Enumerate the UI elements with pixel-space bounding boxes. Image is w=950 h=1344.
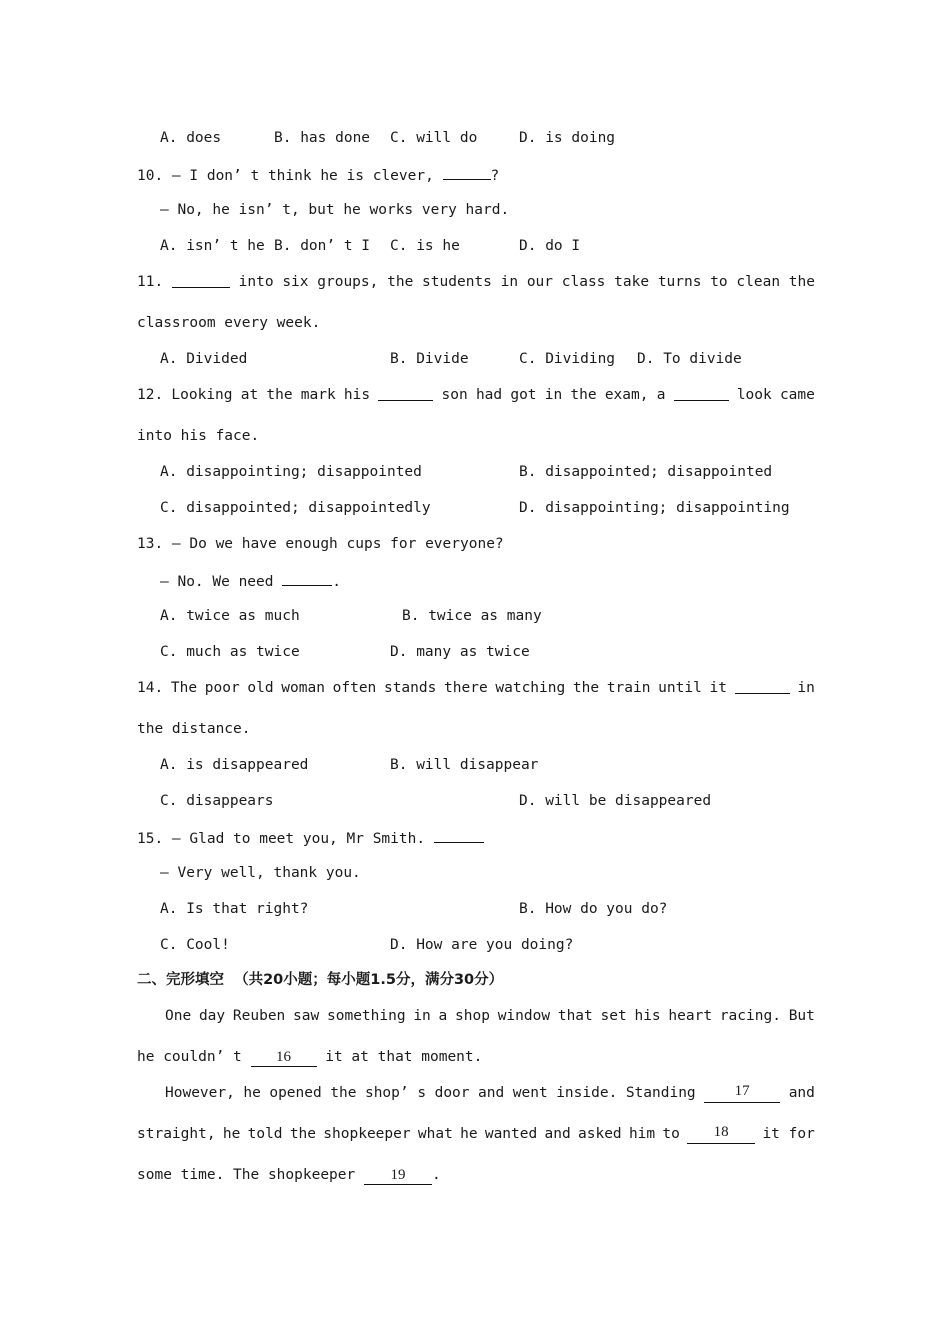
q12-word: the [266,387,293,403]
q13-stem: 13. — Do we have enough cups for everyone? [137,536,504,552]
q15-stem [137,827,484,849]
q10-stem [137,164,499,186]
q12-word: exam, [604,387,649,403]
q14-stem-line2: the distance. [137,721,251,737]
q10-option-c: C. is he [390,238,460,254]
q10-option-b: B. don’ t I [274,238,371,254]
q9-option-a: A. does [160,130,222,146]
passage-p1-line1 [165,1006,815,1026]
passage-word: a [438,1008,448,1024]
q14-word: train [606,680,651,696]
passage-word: his [634,1008,661,1024]
passage-word: shop [455,1008,490,1024]
q12-option-c: C. disappointed; disappointedly [160,500,431,516]
q12-word: a [656,387,666,403]
passage-word: day [198,1008,226,1024]
q13-reply-end: . [332,574,341,590]
q14-word: until [658,680,702,696]
passage-p2-line1 [165,1083,815,1103]
q11-word: take [614,274,650,290]
q10-option-d: D. do I [519,238,581,254]
q14-number: 14. [137,680,164,696]
passage-word: One [165,1008,192,1024]
q12-option-a: A. disappointing; disappointed [160,464,422,480]
q14-option-c: C. disappears [160,793,274,809]
passage-word: set [600,1008,627,1024]
q15-option-b: B. How do you do? [519,901,668,917]
q15-blank [434,827,484,843]
cloze-blank-18: 18 [687,1124,755,1144]
q12-word: came [779,387,815,403]
q14-word: often [332,680,377,696]
passage-word: window [497,1008,551,1024]
q11-blank [172,272,230,288]
passage-word: told [247,1126,283,1142]
q12-word: in [544,387,563,403]
q12-word: had [475,387,503,403]
q14-option-b: B. will disappear [390,757,539,773]
passage-word: But [788,1008,815,1024]
q14-blank [735,678,790,694]
q12-word: son [441,387,468,403]
q11-word: into [238,274,274,290]
passage-word: the [289,1126,317,1142]
passage-word: Standing [625,1085,696,1101]
passage-word: asked [578,1126,622,1142]
q12-word: mark [300,387,336,403]
q12-word: got [510,387,537,403]
q11-word: the [788,274,815,290]
q13-option-d: D. many as twice [390,644,530,660]
passage-text: it at that moment. [316,1049,483,1065]
q14-word: the [572,680,600,696]
passage-word: the [330,1085,357,1101]
q11-word: clean [736,274,781,290]
q14-word: woman [281,680,325,696]
q14-word: The [170,680,198,696]
passage-word: straight, [137,1126,216,1142]
passage-word: he [222,1126,241,1142]
q11-option-d: D. To divide [637,351,742,367]
q11-word: class [561,274,606,290]
q15-reply: — Very well, thank you. [160,865,361,881]
q13-option-b: B. twice as many [402,608,542,624]
q12-number: 12. [137,387,164,403]
q14-word: in [797,680,815,696]
cloze-blank-17: 17 [704,1083,780,1103]
passage-word: and [544,1126,571,1142]
q12-blank-1 [378,385,433,401]
passage-word: inside. [556,1085,618,1101]
q12-word: his [343,387,371,403]
passage-word: him [628,1126,656,1142]
q15-option-c: C. Cool! [160,937,230,953]
passage-word: shop’ s [364,1085,427,1101]
q11-stem-line2: classroom every week. [137,315,321,331]
passage-p2-line3 [137,1165,441,1185]
passage-word: in [413,1008,431,1024]
passage-word: door [434,1085,470,1101]
passage-text: he couldn’ t [137,1049,251,1065]
q10-stem-text: 10. — I don’ t think he is clever, [137,168,443,184]
q12-word: Looking [171,387,233,403]
q15-stem-text: 15. — Glad to meet you, Mr Smith. [137,831,434,847]
cloze-blank-19: 19 [364,1167,432,1185]
q14-stem [137,678,815,698]
passage-word: opened [269,1085,322,1101]
q9-option-b: B. has done [274,130,371,146]
q12-word: at [240,387,259,403]
q13-blank [282,570,332,586]
q15-option-d: D. How are you doing? [390,937,574,953]
q11-word: groups, [317,274,379,290]
passage-word: and [478,1085,505,1101]
q15-option-a: A. Is that right? [160,901,309,917]
passage-word: he [460,1126,478,1142]
q11-number: 11. [137,274,164,290]
q14-word: old [247,680,274,696]
passage-word: that [557,1008,593,1024]
q11-word: to [710,274,728,290]
q11-word: turns [657,274,702,290]
section-heading-cloze: 二、完形填空 （共20小题；每小题1.5分，满分30分） [137,972,504,988]
q14-word: stands [383,680,437,696]
passage-text: some time. The shopkeeper [137,1167,364,1183]
passage-text: . [431,1167,441,1183]
passage-word: to [662,1126,680,1142]
q14-word: poor [204,680,240,696]
passage-word: racing. [719,1008,781,1024]
q12-option-b: B. disappointed; disappointed [519,464,773,480]
q12-blank-2 [674,385,729,401]
q9-option-d: D. is doing [519,130,616,146]
q11-word: our [526,274,554,290]
q11-word: students [422,274,492,290]
passage-word: shopkeeper [323,1126,411,1142]
q10-option-a: A. isn’ t he [160,238,265,254]
passage-word: heart [668,1008,713,1024]
passage-p2-line2 [137,1124,815,1144]
q14-option-d: D. will be disappeared [519,793,712,809]
q12-word: the [570,387,597,403]
q11-stem [137,272,815,292]
q11-word: the [387,274,414,290]
q14-option-a: A. is disappeared [160,757,309,773]
q11-option-b: B. Divide [390,351,469,367]
passage-word: it for [762,1126,815,1142]
q9-option-c: C. will do [390,130,478,146]
q13-reply-text: — No. We need [160,574,283,590]
passage-word: Reuben [232,1008,286,1024]
q11-option-a: A. Divided [160,351,248,367]
passage-word: wanted [484,1126,538,1142]
passage-word: However, [165,1085,235,1101]
q12-stem-line2: into his face. [137,428,260,444]
q12-option-d: D. disappointing; disappointing [519,500,790,516]
q10-stem-end: ? [490,168,500,184]
q14-word: watching [495,680,566,696]
q11-option-c: C. Dividing [519,351,616,367]
q13-reply [160,570,341,592]
q10-reply: — No, he isn’ t, but he works very hard. [160,202,510,218]
passage-word: something [327,1008,406,1024]
passage-p1-line2 [137,1047,482,1067]
q14-word: there [444,680,488,696]
passage-word: he [243,1085,261,1101]
passage-word: what [417,1126,453,1142]
q11-word: in [500,274,519,290]
passage-word: went [512,1085,548,1101]
q13-option-c: C. much as twice [160,644,300,660]
q14-word: it [709,680,727,696]
q10-blank [443,164,491,180]
passage-word: saw [293,1008,320,1024]
q11-word: six [282,274,309,290]
passage-word: and [788,1085,815,1101]
q12-word: look [736,387,772,403]
q12-stem [137,385,815,405]
q13-option-a: A. twice as much [160,608,300,624]
cloze-blank-16: 16 [251,1049,317,1067]
